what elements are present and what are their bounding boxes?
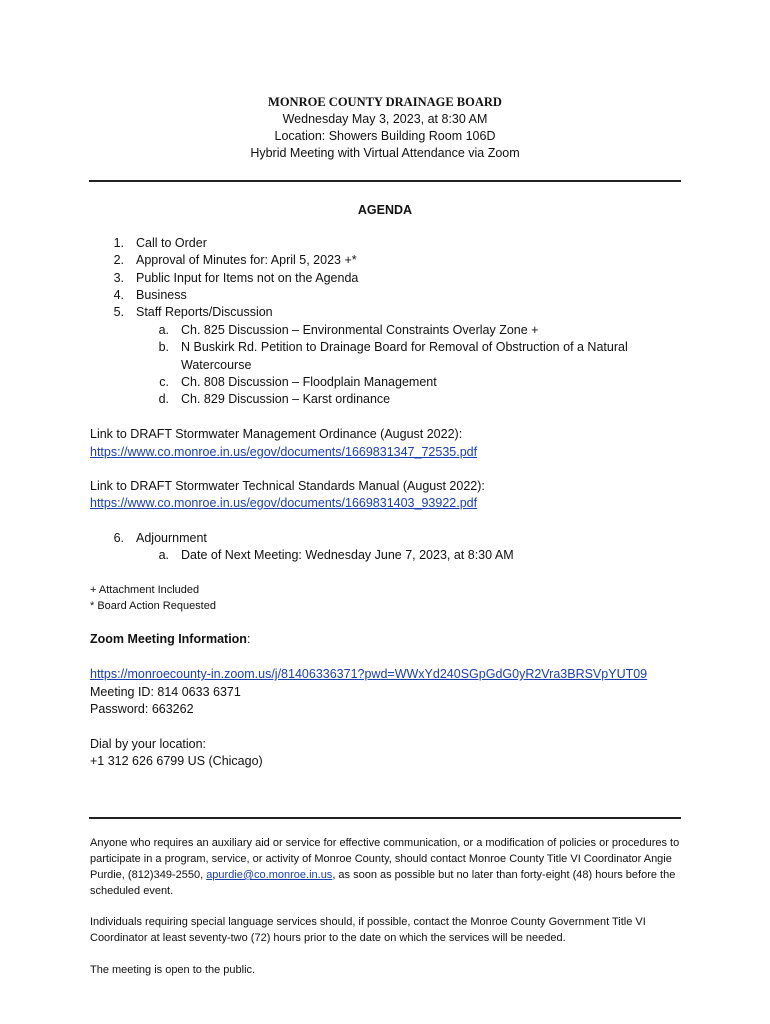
legend-attachment: + Attachment Included xyxy=(90,584,200,596)
zoom-meeting-link[interactable]: https://monroecounty-in.zoom.us/j/81406336371?pwd=WWxYd240SGpGdG0yR2Vra3BRSVpYUT09 xyxy=(90,667,648,681)
public-meeting-notice: The meeting is open to the public. xyxy=(90,964,256,976)
subitem-letter: a. xyxy=(158,323,169,337)
agenda-item-number: 4. xyxy=(113,288,124,302)
agenda-item: Staff Reports/Discussion xyxy=(136,305,273,319)
language-services-notice: Individuals requiring special language services should, if possible, contact the Monroe County Government Title VI Coordinator at least seventy-two (72) hours prior to the date on which the services will be needed. xyxy=(90,916,646,944)
dial-number: +1 312 626 6799 US (Chicago) xyxy=(90,754,263,768)
agenda-item-number: 3. xyxy=(113,271,124,285)
meeting-date: Wednesday May 3, 2023, at 8:30 AM xyxy=(282,112,488,126)
stormwater-ordinance-link[interactable]: https://www.co.monroe.in.us/egov/documents/1669831347_72535.pdf xyxy=(90,445,478,459)
subitem-letter: a. xyxy=(158,548,169,562)
coordinator-email-link[interactable]: apurdie@co.monroe.in.us xyxy=(206,869,333,881)
agenda-item: Call to Order xyxy=(136,236,207,250)
header-divider xyxy=(89,180,681,182)
zoom-heading: Zoom Meeting Information xyxy=(90,632,247,646)
subitem-letter: d. xyxy=(158,392,169,406)
meeting-mode: Hybrid Meeting with Virtual Attendance via Zoom xyxy=(250,146,520,160)
agenda-item-number: 2. xyxy=(113,253,124,267)
legend-board-action: * Board Action Requested xyxy=(90,600,216,612)
accessibility-notice xyxy=(90,835,685,899)
subitem-letter: c. xyxy=(159,375,169,389)
agenda-item-number: 5. xyxy=(113,305,124,319)
agenda-item-adjournment: Adjournment xyxy=(136,531,207,545)
meeting-location: Location: Showers Building Room 106D xyxy=(274,129,496,143)
agenda-item: Business xyxy=(136,288,187,302)
agenda-item: Approval of Minutes for: April 5, 2023 +* xyxy=(136,253,357,267)
zoom-password: Password: 663262 xyxy=(90,702,194,716)
agenda-subitem: Ch. 808 Discussion – Floodplain Management xyxy=(181,375,437,389)
agenda-subitem: N Buskirk Rd. Petition to Drainage Board for Removal of Obstruction of a Natural xyxy=(181,340,628,354)
agenda-item-number: 1. xyxy=(113,236,124,250)
agenda-item: Public Input for Items not on the Agenda xyxy=(136,271,359,285)
technical-manual-link[interactable]: https://www.co.monroe.in.us/egov/documents/1669831403_93922.pdf xyxy=(90,496,478,510)
agenda-subitem: Ch. 825 Discussion – Environmental Constraints Overlay Zone + xyxy=(181,323,539,337)
dial-label: Dial by your location: xyxy=(90,737,207,751)
agenda-item-number: 6. xyxy=(113,531,124,545)
agenda-heading: AGENDA xyxy=(357,203,413,217)
agenda-subitem-continuation: Watercourse xyxy=(181,358,252,372)
board-title: MONROE COUNTY DRAINAGE BOARD xyxy=(268,95,502,109)
zoom-meeting-id: Meeting ID: 814 0633 6371 xyxy=(90,685,241,699)
accessibility-notice-tail: , as soon as possible but no later than forty-eight (48) hours before the scheduled event. xyxy=(90,869,676,897)
agenda-subitem: Ch. 829 Discussion – Karst ordinance xyxy=(181,392,391,406)
zoom-heading-colon: : xyxy=(246,632,251,646)
technical-manual-label: Link to DRAFT Stormwater Technical Standards Manual (August 2022): xyxy=(90,479,485,493)
next-meeting-date: Date of Next Meeting: Wednesday June 7, 2023, at 8:30 AM xyxy=(181,548,514,562)
zoom-heading-line xyxy=(90,631,250,648)
accessibility-notice-text: Anyone who requires an auxiliary aid or service for effective communication, or a modification of policies or procedures to participate in a program, service, or activity of Monroe County, should contact Monroe County Title VI Coordinator Angie Purdie, (812)349-2550, xyxy=(90,837,680,881)
footer-divider xyxy=(89,817,681,819)
subitem-letter: b. xyxy=(158,340,169,354)
stormwater-ordinance-label: Link to DRAFT Stormwater Management Ordinance (August 2022): xyxy=(90,427,463,441)
